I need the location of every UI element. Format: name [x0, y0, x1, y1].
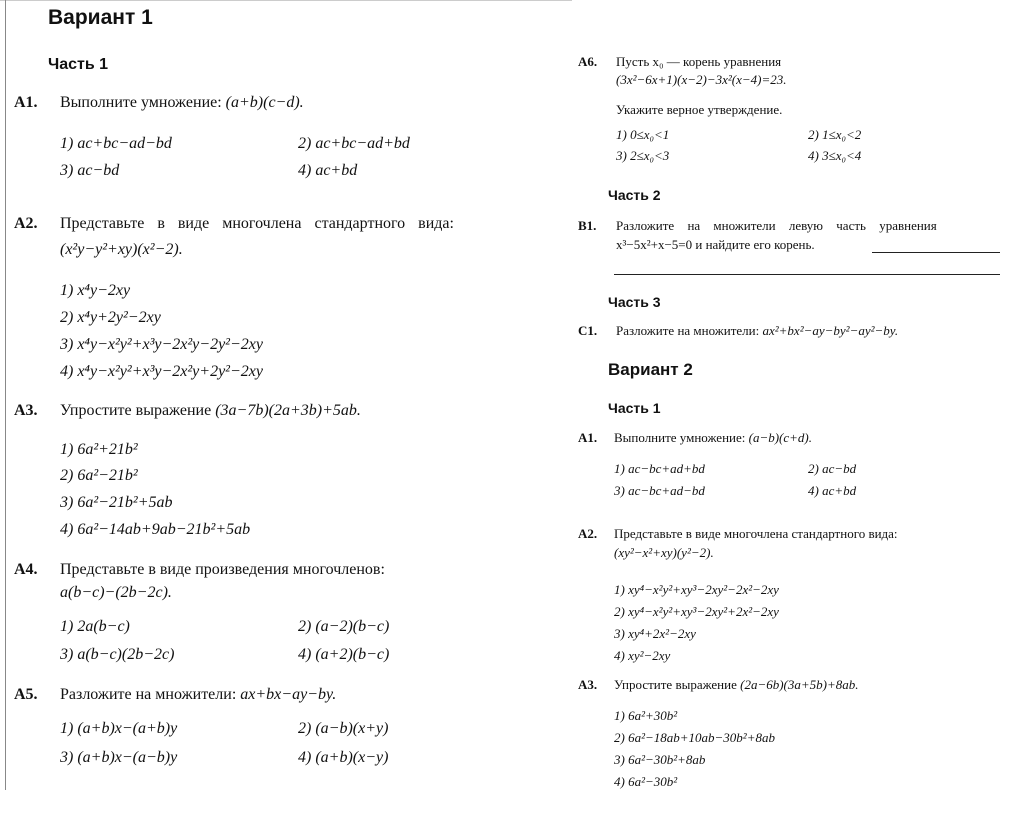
a2-option-4: 4) x⁴y−x²y²+x³y−2x²y+2y²−2xy — [60, 363, 263, 380]
variant1-part3-heading: Часть 3 — [608, 294, 661, 310]
v2-a1-option-4: 4) ac+bd — [808, 483, 857, 498]
v2-a2-expression: (xy²−x²+xy)(y²−2). — [614, 545, 714, 560]
a6-prompt: Пусть x₀ — корень уравнения — [616, 54, 782, 69]
a5-option-4: 4) (a+b)(x−y) — [298, 749, 389, 766]
a5-prompt-text: Разложите на множители: — [60, 686, 237, 703]
v2-a2-option-2: 2) xy⁴−x²y²+xy³−2xy²+2x²−2xy — [614, 604, 779, 619]
a5-label: А5. — [14, 686, 38, 703]
a2-option-1: 1) x⁴y−2xy — [60, 282, 131, 299]
v2-a2-option-1: 1) xy⁴−x²y²+xy³−2xy²−2x²−2xy — [614, 582, 779, 597]
a6-option-2: 2) 1≤x₀<2 — [808, 127, 862, 142]
variant2-title: Вариант 2 — [608, 360, 693, 379]
a5-prompt — [60, 686, 336, 704]
a4-option-1: 1) 2a(b−c) — [60, 618, 130, 635]
v2-a3-option-3: 3) 6a²−30b²+8ab — [614, 752, 706, 767]
v2-a1-option-1: 1) ac−bc+ad+bd — [614, 461, 705, 476]
v2-a3-label: А3. — [578, 677, 598, 692]
v2-a1-option-2: 2) ac−bd — [808, 461, 857, 476]
a2-prompt: Представьте в виде многочлена стандартного вида: — [60, 215, 454, 232]
a1-option-2: 2) ac+bc−ad+bd — [298, 135, 410, 152]
a2-option-2: 2) x⁴y+2y²−2xy — [60, 309, 161, 326]
b1-label: В1. — [578, 218, 597, 233]
left-border — [5, 0, 6, 790]
v2-a2-option-3: 3) xy⁴+2x²−2xy — [614, 626, 696, 641]
v2-a2-option-4: 4) xy²−2xy — [614, 648, 671, 663]
b1-answer-line-2 — [614, 274, 1000, 275]
v2-a3-expression: (2a−6b)(3a+5b)+8ab. — [740, 677, 859, 692]
variant1-title: Вариант 1 — [48, 6, 153, 29]
a6-instruction: Укажите верное утверждение. — [616, 102, 783, 117]
a4-option-2: 2) (a−2)(b−c) — [298, 618, 390, 635]
a6-option-1: 1) 0≤x₀<1 — [616, 127, 670, 142]
variant1-part1-heading: Часть 1 — [48, 56, 109, 73]
a1-option-4: 4) ac+bd — [298, 162, 358, 179]
a4-label: А4. — [14, 561, 38, 578]
a4-prompt: Представьте в виде произведения многочленов: — [60, 561, 385, 578]
variant1-part2-heading: Часть 2 — [608, 187, 661, 203]
a5-expression: ax+bx−ay−by. — [240, 686, 337, 703]
a3-label: А3. — [14, 402, 38, 419]
a5-option-3: 3) (a+b)x−(a−b)y — [60, 749, 178, 766]
a1-expression: (a+b)(c−d). — [225, 94, 304, 111]
v2-a1-expression: (a−b)(c+d). — [748, 430, 812, 445]
v2-a2-label: А2. — [578, 526, 598, 541]
a2-option-3: 3) x⁴y−x²y²+x³y−2x²y−2y²−2xy — [60, 336, 263, 353]
a6-option-3: 3) 2≤x₀<3 — [616, 148, 670, 163]
a1-label: А1. — [14, 94, 38, 111]
a1-option-3: 3) ac−bd — [60, 162, 120, 179]
a5-option-1: 1) (a+b)x−(a+b)y — [60, 720, 178, 737]
v2-a2-prompt: Представьте в виде многочлена стандартного вида: — [614, 526, 898, 541]
a3-option-1: 1) 6a²+21b² — [60, 441, 138, 458]
v2-a1-label: А1. — [578, 430, 598, 445]
a2-expression: (x²y−y²+xy)(x²−2). — [60, 241, 183, 258]
a4-expression: a(b−c)−(2b−2c). — [60, 584, 172, 601]
c1-prompt-text: Разложите на множители: — [616, 323, 760, 338]
a3-expression: (3a−7b)(2a+3b)+5ab. — [215, 402, 361, 419]
v2-a3-prompt — [614, 677, 859, 693]
v2-a3-option-2: 2) 6a²−18ab+10ab−30b²+8ab — [614, 730, 775, 745]
top-border — [0, 0, 572, 1]
b1-line-1: Разложите на множители левую часть уравнения — [616, 218, 937, 233]
b1-answer-line — [872, 252, 1000, 253]
v2-a3-prompt-text: Упростите выражение — [614, 677, 737, 692]
b1-line-2: x³−5x²+x−5=0 и найдите его корень. — [616, 237, 815, 252]
a3-option-3: 3) 6a²−21b²+5ab — [60, 494, 173, 511]
c1-expression: ax²+bx²−ay−by²−ay²−by. — [762, 323, 899, 338]
v2-a3-option-1: 1) 6a²+30b² — [614, 708, 678, 723]
a2-label: А2. — [14, 215, 38, 232]
c1-label: С1. — [578, 323, 598, 338]
a6-option-4: 4) 3≤x₀<4 — [808, 148, 862, 163]
right-column — [572, 0, 1012, 826]
a1-prompt — [60, 94, 304, 112]
variant2-part1-heading: Часть 1 — [608, 400, 661, 416]
a4-option-3: 3) a(b−c)(2b−2c) — [60, 646, 175, 663]
v2-a1-option-3: 3) ac−bc+ad−bd — [614, 483, 705, 498]
a1-prompt-text: Выполните умножение: — [60, 94, 222, 111]
c1-prompt — [616, 323, 898, 339]
a3-prompt — [60, 402, 361, 420]
a5-option-2: 2) (a−b)(x+y) — [298, 720, 389, 737]
a1-option-1: 1) ac+bc−ad−bd — [60, 135, 172, 152]
a3-option-4: 4) 6a²−14ab+9ab−21b²+5ab — [60, 521, 251, 538]
a6-label: А6. — [578, 54, 598, 69]
v2-a1-prompt — [614, 430, 812, 446]
a4-option-4: 4) (a+2)(b−c) — [298, 646, 390, 663]
a3-prompt-text: Упростите выражение — [60, 402, 212, 419]
a3-option-2: 2) 6a²−21b² — [60, 467, 138, 484]
v2-a1-prompt-text: Выполните умножение: — [614, 430, 746, 445]
v2-a3-option-4: 4) 6a²−30b² — [614, 774, 678, 789]
a6-expression: (3x²−6x+1)(x−2)−3x²(x−4)=23. — [616, 72, 787, 87]
